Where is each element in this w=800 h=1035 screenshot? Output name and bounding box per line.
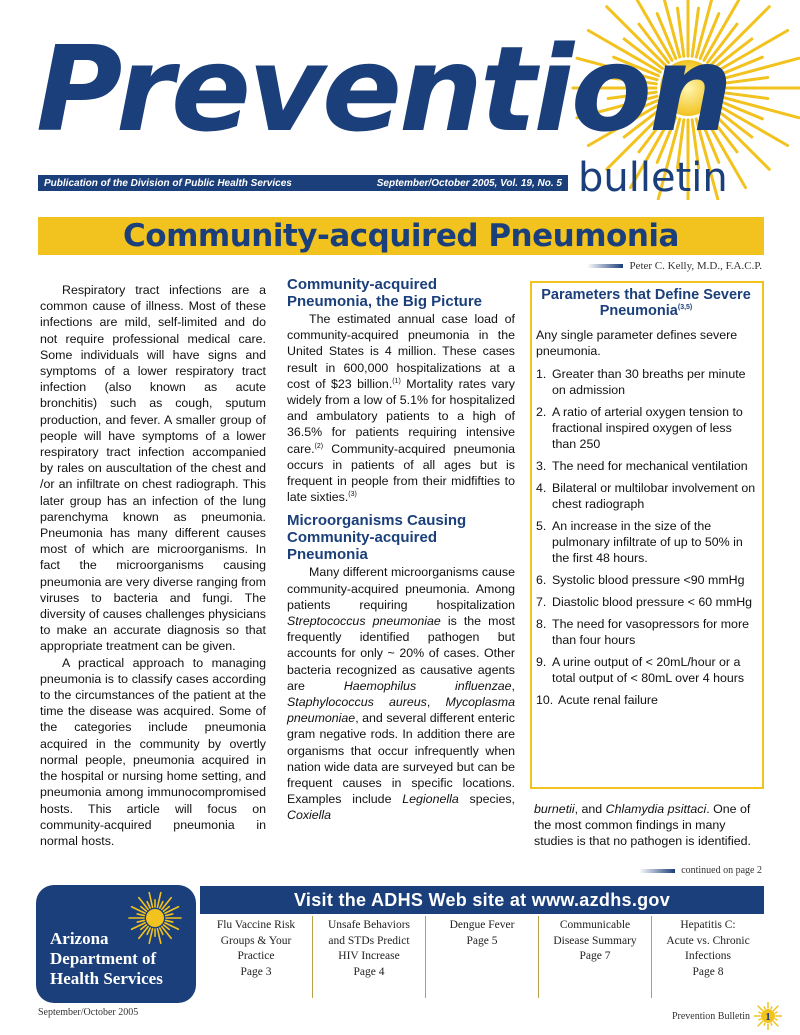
inside-line: Infections xyxy=(685,950,731,962)
adhs-logo xyxy=(36,885,196,1003)
item-text: Bilateral or multilobar involvement on chest radiograph xyxy=(552,481,756,511)
website-banner[interactable]: Visit the ADHS Web site at www.azdhs.gov xyxy=(200,886,764,914)
sidebox-title-text: Parameters that Define Severe Pneumonia xyxy=(541,287,751,319)
reference: (2) xyxy=(314,442,324,450)
sun-ray xyxy=(166,920,173,922)
text-run: , xyxy=(511,678,515,693)
sun-ray xyxy=(157,893,160,908)
inside-item[interactable] xyxy=(651,916,764,998)
inside-line: Practice xyxy=(237,950,275,962)
organism-name: Legionella xyxy=(402,792,459,807)
paragraph xyxy=(287,311,515,505)
item-text: Acute renal failure xyxy=(558,693,658,707)
sun-ray xyxy=(149,893,152,908)
inside-page: Page 8 xyxy=(692,965,724,978)
text-run: , and xyxy=(574,802,606,816)
column-3-continuation xyxy=(534,801,764,850)
inside-line: Hepatitis C: xyxy=(680,919,736,931)
sidebox-intro: Any single parameter defines severe pneumonia. xyxy=(536,328,738,358)
text-run: Community-acquired pneumonia occurs in patients of all ages but is frequent in people from their midfifties to late sixties. xyxy=(287,441,515,505)
column-2 xyxy=(287,276,515,824)
sun-ray xyxy=(137,920,144,922)
item-number: 10. xyxy=(536,693,554,707)
article-headline: Community-acquired Pneumonia xyxy=(123,218,679,254)
sun-ray xyxy=(147,902,150,908)
inside-line: Dengue Fever xyxy=(449,919,515,931)
paragraph xyxy=(287,564,515,823)
sun-ray xyxy=(162,898,171,910)
footer-publication: Prevention Bulletin xyxy=(671,1010,750,1022)
publication-bar xyxy=(38,175,568,191)
inside-line: Page 5 xyxy=(466,934,498,947)
org-name-line: Health Services xyxy=(50,969,163,988)
list-item xyxy=(536,616,756,648)
inside-line: Disease Summary xyxy=(553,934,637,947)
item-number: 4. xyxy=(536,481,547,495)
byline xyxy=(587,260,762,272)
organism-name: Chlamydia psittaci xyxy=(605,802,707,816)
footer-date: September/October 2005 xyxy=(38,1007,139,1018)
item-number: 5. xyxy=(536,519,547,533)
item-text: An increase in the size of the pulmonary infiltrate of up to 50% in the first 48 hours. xyxy=(552,519,743,565)
org-name xyxy=(50,929,163,989)
masthead-subtitle: bulletin xyxy=(578,155,728,201)
author: Peter C. Kelly, M.D., F.A.C.P. xyxy=(629,260,762,272)
sun-ray xyxy=(166,914,173,916)
column-1 xyxy=(40,282,266,849)
continued-rule xyxy=(639,869,675,873)
section-heading-big-picture: Community-acquired Pneumonia, the Big Picture xyxy=(287,276,483,310)
list-item xyxy=(536,594,756,610)
inside-item[interactable] xyxy=(538,916,651,998)
paragraph: A practical approach to managing pneumonia is to classify cases according to the circumstances of the patient at the time the disease was acquired. Some of the categories include pneumonia acquired in the community by overtly normal people, pneumonia acquired in the hospital or nursing home setting, and pneumonia among immunocompromised hosts. This article will focus on community-acquired pneumonia in normal hosts. xyxy=(40,655,266,848)
item-text: The need for mechanical ventilation xyxy=(552,459,748,473)
inside-line: Acute vs. Chronic xyxy=(666,934,750,947)
inside-this-issue xyxy=(200,916,764,998)
text-run: . One of the most common findings in many studies is that no pathogen is identified. xyxy=(534,802,751,849)
text-run: , xyxy=(426,695,446,710)
severe-pneumonia-sidebox xyxy=(530,281,764,789)
list-item xyxy=(536,518,756,566)
issue-info: September/October 2005, Vol. 19, No. 5 xyxy=(376,177,562,189)
continued-note xyxy=(639,865,762,876)
item-text: Greater than 30 breaths per minute on admission xyxy=(552,367,746,397)
inside-item[interactable] xyxy=(425,916,538,998)
item-number: 8. xyxy=(536,617,547,631)
text-run: Many different microorganisms cause community-acquired pneumonia. Among patients requiring hospitalization xyxy=(287,565,515,612)
page-number: 1 xyxy=(765,1011,771,1023)
list-item xyxy=(536,366,756,398)
organism-name: Haemophilus influenzae xyxy=(343,678,512,693)
text-run: Mortality rates vary widely from a low of 5.1% for hospitalized and ambulatory patients to a high of 36.5% for patients requiring intensive care. xyxy=(287,376,515,456)
inside-line: HIV Increase xyxy=(338,950,400,962)
inside-line: Unsafe Behaviors xyxy=(327,919,411,931)
list-item xyxy=(536,692,756,708)
item-number: 9. xyxy=(536,655,547,669)
sidebox-title xyxy=(536,287,756,319)
org-name-line: Department of xyxy=(50,949,157,968)
item-text: Diastolic blood pressure < 60 mmHg xyxy=(552,595,753,609)
parameter-list xyxy=(536,366,756,708)
item-text: The need for vasopressors for more than four hours xyxy=(552,617,749,647)
organism-name: Staphylococcus aureus xyxy=(287,695,427,710)
headline-bar xyxy=(38,217,764,255)
organism-name: Mycoplasma pneumoniae xyxy=(287,695,515,726)
item-number: 1. xyxy=(536,367,547,381)
item-number: 7. xyxy=(536,595,547,609)
publication-name: Publication of the Division of Public Health Services xyxy=(44,177,292,189)
reference: (1) xyxy=(392,377,401,385)
list-item xyxy=(536,654,756,686)
organism-name: Coxiella xyxy=(287,808,332,823)
sun-ray xyxy=(160,902,163,908)
footer-right xyxy=(672,1002,782,1030)
text-run: species, xyxy=(458,792,515,807)
text-run: is the most frequently identified pathogen but accounts for only ~ 20% of cases. Other bacteria recognized as causative agents are xyxy=(287,614,515,693)
inside-line: Page 7 xyxy=(579,950,611,962)
inside-line: Flu Vaccine Risk xyxy=(216,919,296,931)
reference: (3) xyxy=(348,491,357,499)
sun-ray xyxy=(139,898,148,910)
item-text: A ratio of arterial oxygen tension to fractional inspired oxygen of less than 250 xyxy=(552,405,743,451)
inside-line: and STDs Predict xyxy=(328,934,410,947)
masthead-title: Prevention xyxy=(36,20,730,158)
item-number: 6. xyxy=(536,573,547,587)
sun-ray xyxy=(162,927,171,939)
continued-text: continued on page 2 xyxy=(681,865,762,876)
inside-item[interactable] xyxy=(200,916,312,998)
item-number: 2. xyxy=(536,405,547,419)
list-item xyxy=(536,480,756,512)
inside-page: Page 3 xyxy=(240,965,272,978)
organism-name: Streptococcus pneumoniae xyxy=(287,614,441,629)
page-number-badge xyxy=(754,1002,782,1030)
inside-item[interactable] xyxy=(312,916,425,998)
item-number: 3. xyxy=(536,459,547,473)
item-text: Systolic blood pressure <90 mmHg xyxy=(552,573,745,587)
org-name-line: Arizona xyxy=(50,929,109,948)
list-item xyxy=(536,404,756,452)
organism-name: burnetii xyxy=(534,802,575,816)
text-run: The estimated annual case load of community-acquired pneumonia in the United States is 4 million. These cases result in 600,000 hospitalizations at a cost of $23 billion. xyxy=(287,312,515,391)
byline-rule xyxy=(587,264,623,268)
inside-line: Communicable xyxy=(559,919,631,931)
list-item xyxy=(536,572,756,588)
paragraph: Respiratory tract infections are a common cause of illness. Most of these infections are mild, self-limited and do not require professional medical care. Some individuals will have signs and symptoms of a lower respiratory tract infection (also known as acute bronchitis) such as cough, sputum production, and fever. A smaller group of people will have symptoms of a lower respiratory tract infection accompanied by rales on auscultation of the chest and /or an infiltrate on chest radiograph. This later group has an infection of the lung parenchyma known as pneumonia. Pneumonia has many different causes most of which are microorganisms. In fact the microorganisms causing pneumonia are very diverse ranging from viruses to bacteria and fungi. The diversity of causes challenges physicians to make an accurate diagnosis so that appropriate treatment can be given. xyxy=(40,283,266,654)
item-text: A urine output of < 20mL/hour or a total output of < 80mL over 4 hours xyxy=(552,655,745,685)
sun-ray xyxy=(137,914,144,916)
reference: (3,5) xyxy=(677,304,693,312)
inside-line: Groups & Your xyxy=(220,934,292,947)
list-item xyxy=(536,458,756,474)
section-heading-microorganisms: Microorganisms Causing Community-acquired Pneumonia xyxy=(287,512,467,564)
text-run: , and several different enteric gram negative rods. In addition there are organisms that occur infrequently when nation wide data are surveyed but can be frequent causes in specific locations. Examples include xyxy=(287,711,515,807)
masthead xyxy=(0,0,800,215)
inside-page: Page 4 xyxy=(353,965,385,978)
